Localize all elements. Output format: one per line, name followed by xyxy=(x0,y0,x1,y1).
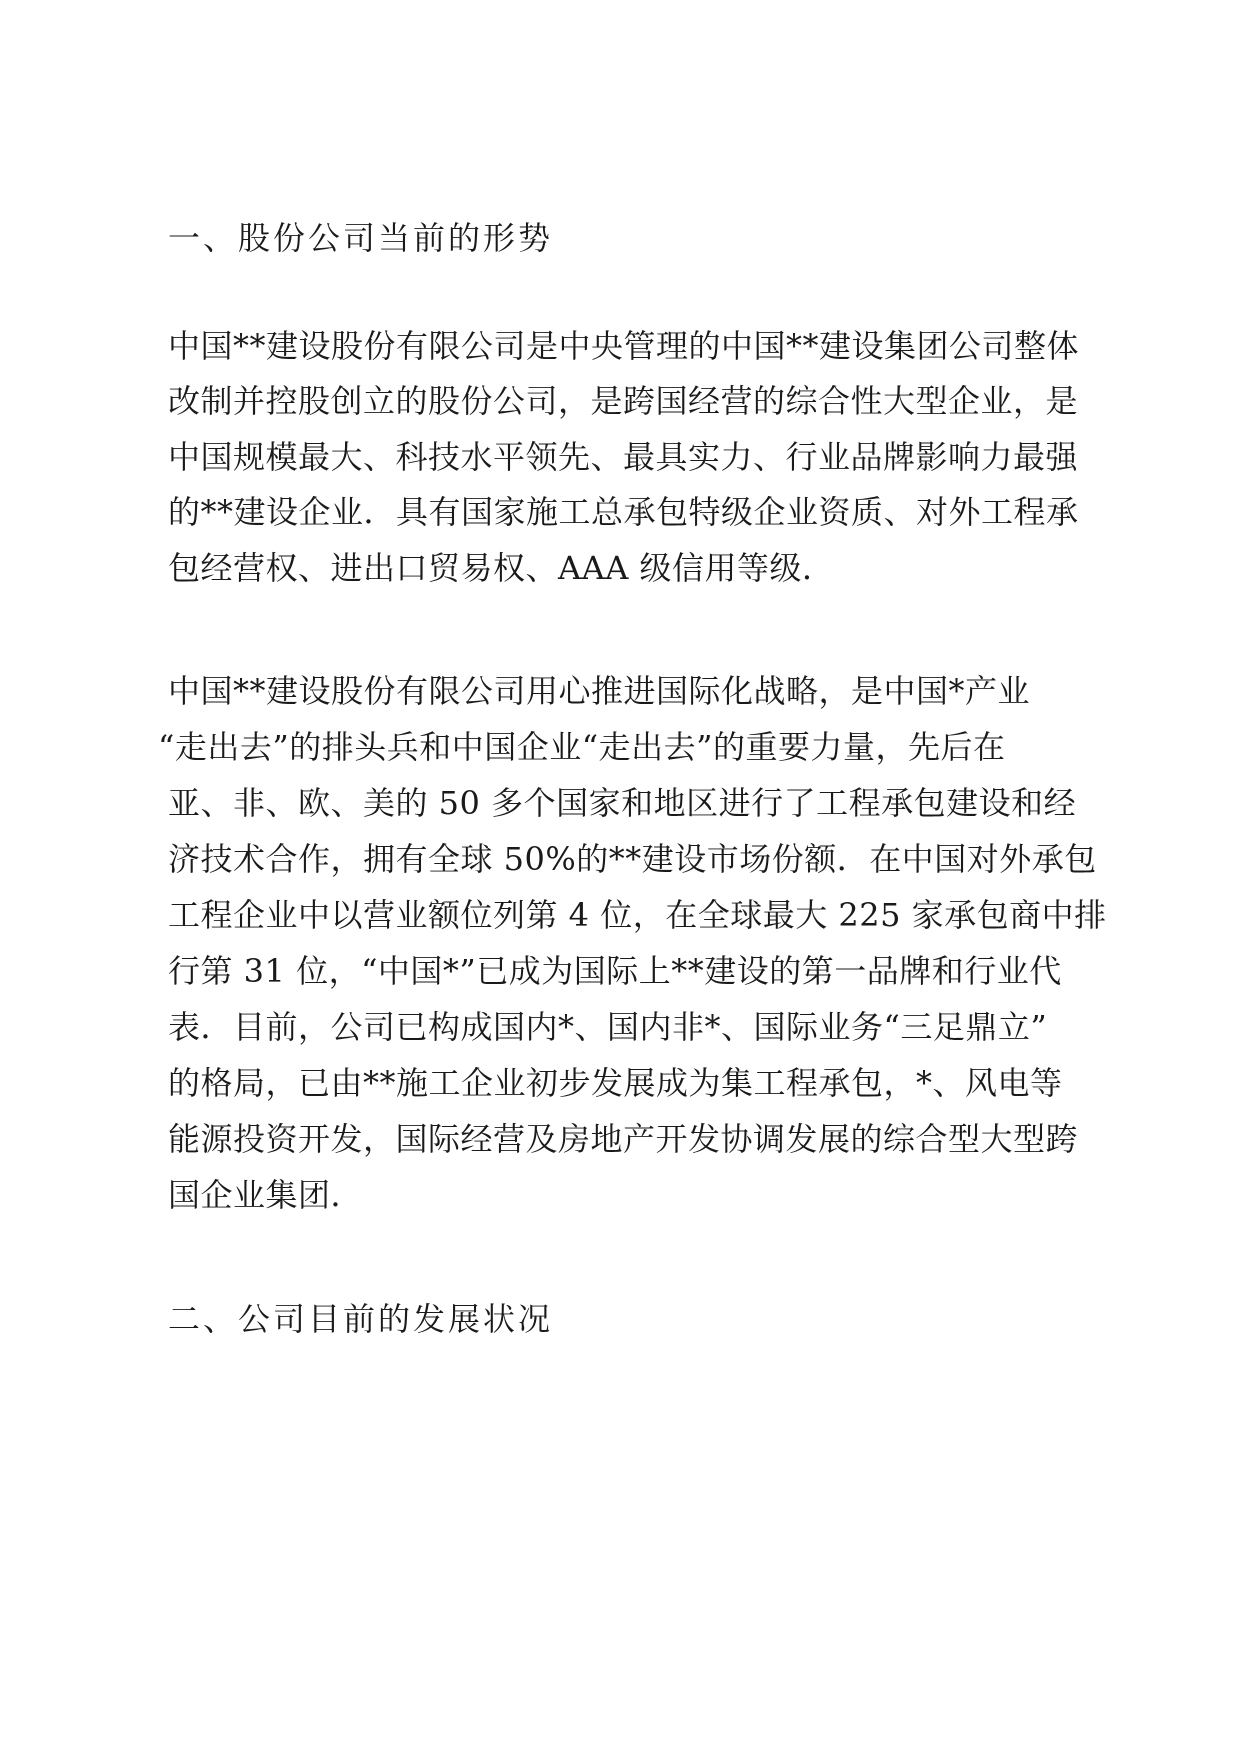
paragraph-2-line-1: 中国**建设股份有限公司用心推进国际化战略，是中国*产业 xyxy=(168,672,1031,710)
paragraph-2-line-5: 工程企业中以营业额位列第 4 位，在全球最大 225 家承包商中排 xyxy=(168,896,1107,934)
section-heading-2: 二、公司目前的发展状况 xyxy=(168,1300,554,1338)
paragraph-2-line-3: 亚、非、欧、美的 50 多个国家和地区进行了工程承包建设和经 xyxy=(168,784,1077,822)
paragraph-2-line-9: 能源投资开发，国际经营及房地产开发协调发展的综合型大型跨 xyxy=(168,1120,1079,1158)
paragraph-2-line-4: 济技术合作，拥有全球 50%的**建设市场份额．在中国对外承包 xyxy=(168,840,1097,878)
paragraph-2-line-2: “走出去”的排头兵和中国企业“走出去”的重要力量，先后在 xyxy=(158,728,1006,766)
paragraph-1-line-5: 包经营权、进出口贸易权、AAA 级信用等级． xyxy=(168,549,835,587)
paragraph-1-line-4: 的**建设企业．具有国家施工总承包特级企业资质、对外工程承 xyxy=(168,493,1079,531)
paragraph-2-line-10: 国企业集团． xyxy=(168,1176,364,1214)
paragraph-2-line-7: 表．目前，公司已构成国内*、国内非*、国际业务“三足鼎立” xyxy=(168,1008,1048,1046)
section-heading-1: 一、股份公司当前的形势 xyxy=(168,219,554,257)
paragraph-1-line-2: 改制并控股创立的股份公司，是跨国经营的综合性大型企业，是 xyxy=(168,382,1079,420)
paragraph-2-line-6: 行第 31 位，“中国*”已成为国际上**建设的第一品牌和行业代 xyxy=(168,952,1062,990)
paragraph-1-line-3: 中国规模最大、科技水平领先、最具实力、行业品牌影响力最强 xyxy=(168,438,1079,476)
paragraph-2-line-8: 的格局，已由**施工企业初步发展成为集工程承包，*、风电等 xyxy=(168,1064,1063,1102)
paragraph-1-line-1: 中国**建设股份有限公司是中央管理的中国**建设集团公司整体 xyxy=(168,327,1080,365)
